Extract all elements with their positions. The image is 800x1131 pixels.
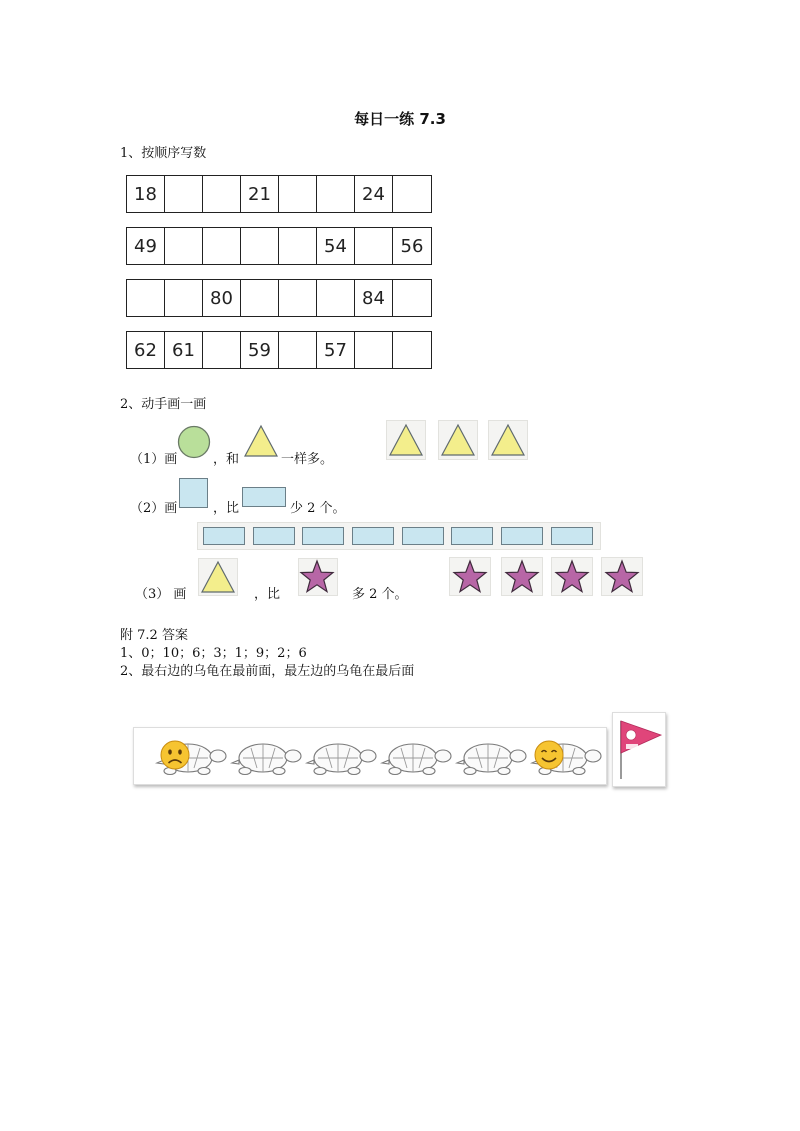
number-cell[interactable]: 84	[355, 280, 393, 316]
number-cell[interactable]	[317, 280, 355, 316]
flag-box	[612, 712, 666, 787]
triangle-tile	[488, 420, 528, 460]
number-cell[interactable]: 62	[127, 332, 165, 368]
number-cell[interactable]	[165, 228, 203, 264]
number-cell[interactable]: 80	[203, 280, 241, 316]
triangle-icon	[387, 421, 425, 459]
triangle-icon	[243, 424, 279, 458]
number-cell[interactable]	[241, 280, 279, 316]
number-cell[interactable]	[127, 280, 165, 316]
number-cell[interactable]: 21	[241, 176, 279, 212]
q2-p2-prefix: （2）画	[130, 501, 178, 516]
q2-p2-mid: ，比	[213, 501, 240, 516]
answers-line-1: 1、0；10；6；3；1；9；2；6	[120, 646, 307, 661]
turtle-strip	[133, 727, 607, 785]
number-cell[interactable]: 59	[241, 332, 279, 368]
number-row-3	[126, 279, 432, 317]
q2-p3-suffix: 多 2 个。	[352, 587, 408, 602]
triangle-icon	[199, 559, 237, 595]
number-cell[interactable]	[203, 332, 241, 368]
rectangle-icon	[451, 527, 493, 545]
turtle-icon	[379, 736, 453, 778]
number-cell[interactable]	[393, 332, 431, 368]
triangle-tile	[386, 420, 426, 460]
turtle-icon	[229, 736, 303, 778]
number-cell[interactable]: 57	[317, 332, 355, 368]
rectangle-icon	[203, 527, 245, 545]
number-cell[interactable]	[203, 176, 241, 212]
rectangle-icon	[352, 527, 394, 545]
number-cell[interactable]: 24	[355, 176, 393, 212]
number-cell[interactable]	[355, 228, 393, 264]
answers-heading: 附 7.2 答案	[120, 628, 188, 643]
triangle-icon	[439, 421, 477, 459]
turtle-icon	[304, 736, 378, 778]
star-tile	[601, 557, 643, 596]
answers-line-2: 2、最右边的乌龟在最前面，最左边的乌龟在最后面	[120, 664, 415, 679]
number-row-4	[126, 331, 432, 369]
number-cell[interactable]	[165, 176, 203, 212]
q2-p3-mid: ，比	[254, 587, 281, 602]
rectangle-icon	[402, 527, 444, 545]
number-row-1	[126, 175, 432, 213]
number-cell[interactable]	[279, 332, 317, 368]
page-title: 每日一练 7.3	[354, 110, 446, 128]
number-cell[interactable]: 18	[127, 176, 165, 212]
rectangle-icon	[242, 487, 286, 507]
number-cell[interactable]	[393, 176, 431, 212]
number-cell[interactable]: 49	[127, 228, 165, 264]
q2-heading: 2、动手画一画	[120, 397, 207, 412]
number-cell[interactable]	[317, 176, 355, 212]
q2-p1-prefix: （1）画	[130, 452, 178, 467]
rectangle-icon	[501, 527, 543, 545]
number-cell[interactable]: 56	[400, 235, 424, 257]
number-cell[interactable]	[279, 228, 317, 264]
star-icon	[602, 558, 642, 595]
smile-face-icon	[532, 738, 566, 772]
star-tile	[501, 557, 543, 596]
number-cell[interactable]	[203, 228, 241, 264]
triangle-tile	[198, 558, 238, 596]
rectangle-icon	[302, 527, 344, 545]
triangle-tile	[438, 420, 478, 460]
number-cell[interactable]: 61	[165, 332, 203, 368]
turtle-icon	[454, 736, 528, 778]
number-cell[interactable]	[165, 280, 203, 316]
q2-p2-suffix: 少 2 个。	[290, 501, 346, 516]
number-cell[interactable]	[241, 228, 279, 264]
triangle-icon	[489, 421, 527, 459]
circle-icon	[177, 425, 211, 459]
sad-face-icon	[158, 738, 192, 772]
rectangle-icon	[253, 527, 295, 545]
star-icon	[552, 558, 592, 595]
rectangle-icon	[551, 527, 593, 545]
star-icon	[502, 558, 542, 595]
star-icon	[299, 559, 337, 595]
star-tile	[449, 557, 491, 596]
q1-heading: 1、按顺序写数	[120, 146, 207, 161]
q2-p1-suffix: 一样多。	[281, 452, 334, 467]
number-cell[interactable]	[355, 332, 393, 368]
q2-p3-prefix: （3） 画	[135, 587, 187, 602]
star-tile	[551, 557, 593, 596]
number-row-2	[126, 227, 432, 265]
q2-p1-mid: ，和	[213, 452, 240, 467]
number-cell[interactable]	[279, 176, 317, 212]
number-cell[interactable]: 54	[317, 228, 355, 264]
star-icon	[450, 558, 490, 595]
flag-icon	[615, 715, 663, 783]
number-cell[interactable]	[279, 280, 317, 316]
number-cell[interactable]	[393, 280, 431, 316]
square-icon	[179, 478, 208, 508]
star-tile	[298, 558, 338, 596]
